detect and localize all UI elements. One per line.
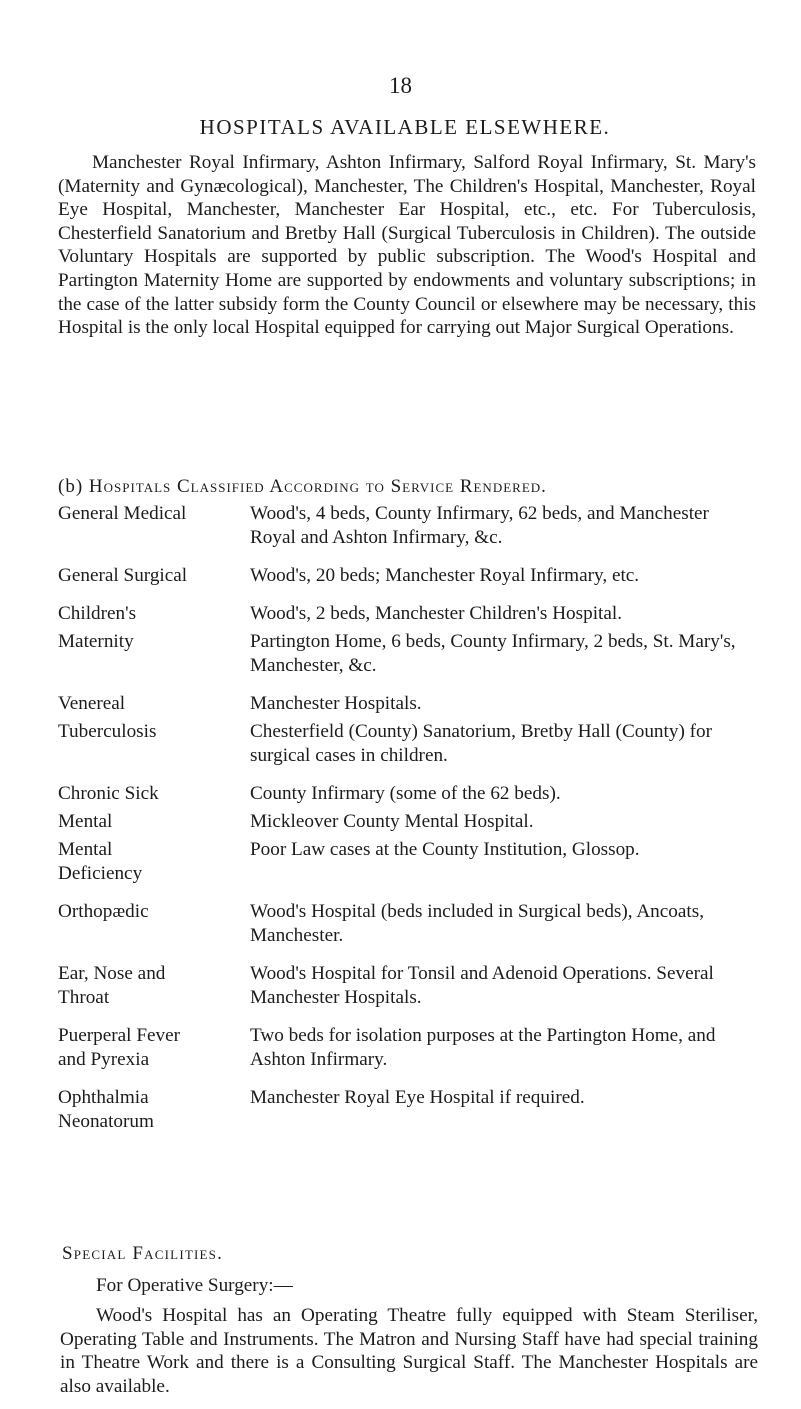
list-item <box>58 630 758 678</box>
service-category: Puerperal Fever and Pyrexia <box>58 1025 181 1070</box>
hospital-classification-list <box>58 502 758 1148</box>
service-detail: Wood's, 2 beds, Manchester Children's Hospital. <box>250 603 623 624</box>
service-category: Ear, Nose and Throat <box>58 963 166 1008</box>
service-category: Chronic Sick <box>58 783 159 804</box>
special-facilities-heading: Special Facilities. <box>62 1243 224 1264</box>
section-b-prefix: (b) <box>58 476 84 497</box>
service-category: General Medical <box>58 503 187 524</box>
service-category: Ophthalmia Neonatorum <box>58 1087 154 1132</box>
service-category: Children's <box>58 603 137 624</box>
list-item <box>58 720 758 768</box>
operative-surgery-label: For Operative Surgery:— <box>96 1275 293 1296</box>
page-number: 18 <box>389 73 412 98</box>
list-item <box>58 602 758 626</box>
list-item <box>58 1024 758 1072</box>
service-category: Orthopædic <box>58 901 149 922</box>
list-item <box>58 962 758 1010</box>
operative-surgery-paragraph: Wood's Hospital has an Operating Theatre fully equipped with Steam Steriliser, Operating Table and Instruments. The Matron and Nursing Staff have had special training in Theatre Work and there is a Consulting Surgical Staff. The Manchester Hospitals are also available. <box>60 1305 758 1397</box>
service-detail: Wood's Hospital for Tonsil and Adenoid Operations. Several Manchester Hospitals. <box>250 963 714 1008</box>
section-b-title: Hospitals Classified According to Service Rendered. <box>88 476 547 497</box>
list-item <box>58 838 758 886</box>
page-heading: HOSPITALS AVAILABLE ELSEWHERE. <box>199 115 611 139</box>
list-item <box>58 782 758 806</box>
service-category: Tuberculosis <box>58 721 157 742</box>
list-item <box>58 564 758 588</box>
service-detail: Manchester Royal Eye Hospital if required. <box>250 1087 585 1108</box>
service-detail: Manchester Hospitals. <box>250 693 422 714</box>
section-b-heading <box>58 476 758 498</box>
service-detail: Wood's, 20 beds; Manchester Royal Infirmary, etc. <box>250 565 640 586</box>
service-category: Maternity <box>58 631 134 652</box>
service-detail: Wood's Hospital (beds included in Surgical beds), Ancoats, Manchester. <box>250 901 704 946</box>
list-item <box>58 1086 758 1134</box>
list-item <box>58 810 758 834</box>
list-item <box>58 900 758 948</box>
service-detail: County Infirmary (some of the 62 beds). <box>250 783 561 804</box>
service-detail: Two beds for isolation purposes at the Partington Home, and Ashton Infirmary. <box>250 1025 716 1070</box>
service-detail: Chesterfield (County) Sanatorium, Bretby Hall (County) for surgical cases in children. <box>250 721 713 766</box>
list-item <box>58 502 758 550</box>
service-category: Mental Deficiency <box>58 839 143 884</box>
service-category: Mental <box>58 811 113 832</box>
service-detail: Poor Law cases at the County Institution, Glossop. <box>250 839 640 860</box>
service-detail: Mickleover County Mental Hospital. <box>250 811 534 832</box>
service-category: Venereal <box>58 693 126 714</box>
intro-paragraph: Manchester Royal Infirmary, Ashton Infirmary, Salford Royal Infirmary, St. Mary's (Maternity and Gynæcological), Manchester, The Children's Hospital, Manchester, Royal Eye Hospital, Manchester, Manchester Ear Hospital, etc., etc. For Tuberculosis, Chesterfield Sanatorium and Bretby Hall (Surgical Tuberculosis in Children). The outside Voluntary Hospitals are supported by public subscription. The Wood's Hospital and Partington Maternity Home are supported by endowments and voluntary subscriptions; in the case of the latter subsidy form the County Council or elsewhere may be necessary, this Hospital is the only local Hospital equipped for carrying out Major Surgical Operations. <box>58 152 756 339</box>
service-detail: Wood's, 4 beds, County Infirmary, 62 beds, and Manchester Royal and Ashton Infirmary, &c. <box>250 503 709 548</box>
service-category: General Surgical <box>58 565 188 586</box>
service-detail: Partington Home, 6 beds, County Infirmary, 2 beds, St. Mary's, Manchester, &c. <box>250 631 736 676</box>
list-item <box>58 692 758 716</box>
